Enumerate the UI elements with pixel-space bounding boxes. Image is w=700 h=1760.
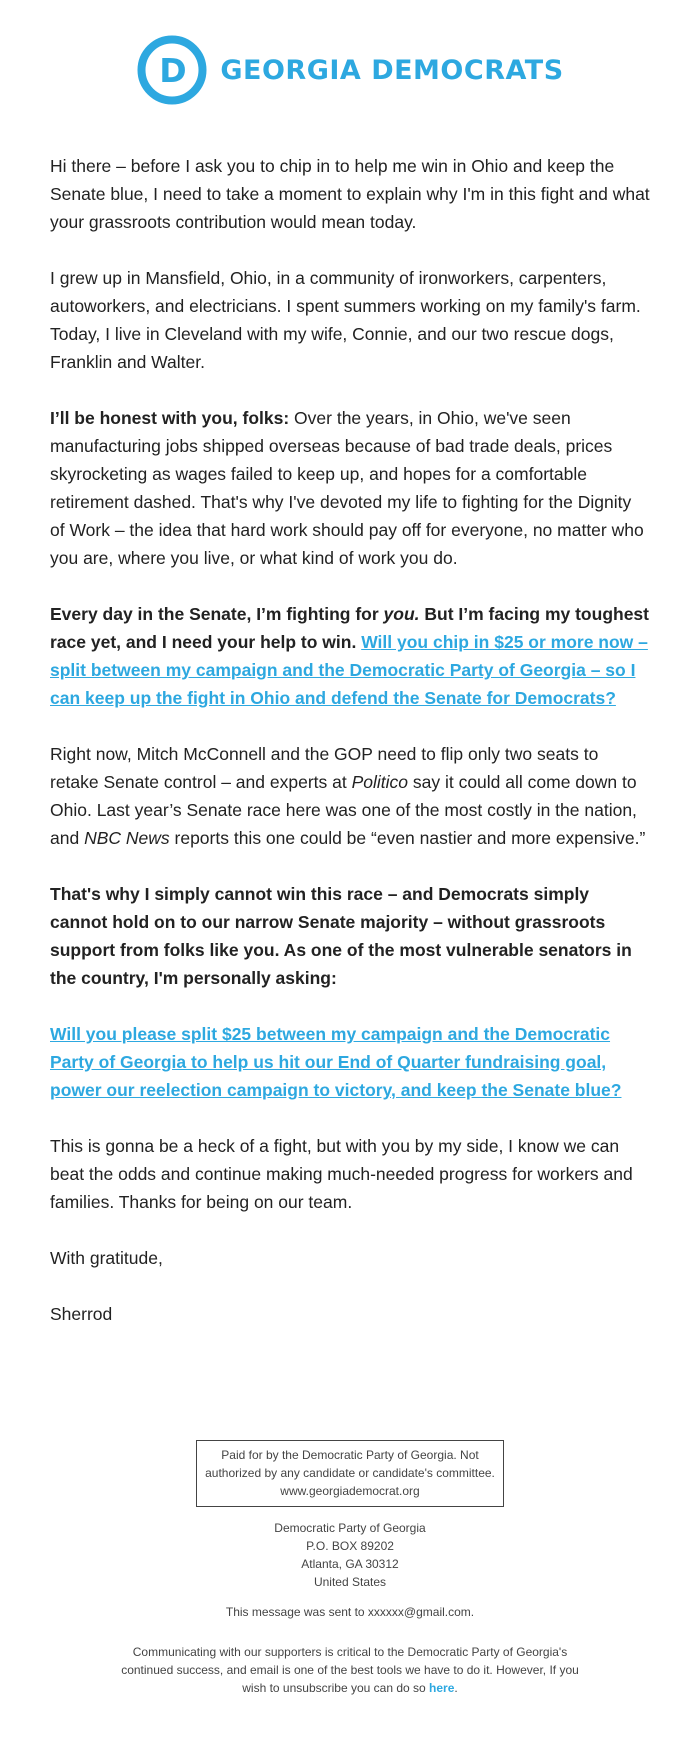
intro-paragraph: Hi there – before I ask you to chip in to help me win in Ohio and keep the Senate blue, I need to take a moment to explain why I'm in this fight and what your grassroots contribution would mean today. <box>50 156 650 232</box>
honest-lead: I’ll be honest with you, folks: <box>50 408 290 428</box>
recipient-email: xxxxxx@gmail.com <box>367 1605 471 1619</box>
mcconnell-text-2: say it could all come down to Ohio. Last year’s Senate race here was one of the most costly in the nation, and <box>50 772 637 848</box>
mailing-address <box>0 1519 700 1591</box>
signoff: With gratitude, <box>50 1248 163 1268</box>
email-footer <box>0 1440 700 1697</box>
unsubscribe-text: Communicating with our supporters is critical to the Democratic Party of Georgia's continued success, and email is one of the best tools we have to do it. However, If you wish to unsubscribe you can do so <box>121 1645 579 1695</box>
address-line: Democratic Party of Georgia <box>274 1521 426 1535</box>
unsubscribe-suffix: . <box>454 1681 458 1695</box>
sent-suffix: . <box>470 1605 475 1619</box>
address-line: Atlanta, GA 30312 <box>301 1557 399 1571</box>
address-line: United States <box>313 1575 387 1589</box>
signature: Sherrod <box>50 1304 113 1324</box>
fighting-paragraph <box>50 600 650 712</box>
paid-for-disclaimer <box>196 1440 504 1507</box>
mcconnell-text-3: reports this one could be “even nastier and more expensive.” <box>169 828 646 848</box>
email-header <box>0 0 700 140</box>
unsubscribe-notice <box>110 1643 590 1697</box>
closing-paragraph: This is gonna be a heck of a fight, but with you by my side, I know we can beat the odds and continue making much-needed progress for workers and families. Thanks for being on our team. <box>50 1136 633 1212</box>
ask-paragraph: That's why I simply cannot win this race – and Democrats simply cannot hold on to our narrow Senate majority – without grassroots support from folks like you. As one of the most vulnerable senators in the country, I'm personally asking: <box>50 884 632 988</box>
cta-paragraph <box>50 1020 650 1104</box>
source-nbc-news: NBC News <box>84 828 170 848</box>
honest-text: Over the years, in Ohio, we've seen manufacturing jobs shipped overseas because of bad trade deals, prices skyrocketing as wages failed to keep up, and hopes for a comfortable retirement dashed. That's why I've devoted my life to fighting for the Dignity of Work – the idea that hard work should pay off for everyone, no matter who you are, where you live, or what kind of work you do. <box>50 408 644 568</box>
sent-prefix: This message was sent to <box>225 1605 368 1619</box>
fighting-text-2: But I’m facing my toughest race yet, and I need your help to win. <box>50 604 649 652</box>
background-paragraph: I grew up in Mansfield, Ohio, in a community of ironworkers, carpenters, autoworkers, and electricians. I spent summers working on my family's farm. Today, I live in Cleveland with my wife, Connie, and our two rescue dogs, Franklin and Walter. <box>50 268 641 372</box>
fighting-emphasis: you. <box>383 604 420 624</box>
brand-logo[interactable] <box>136 34 563 106</box>
brand-name: GEORGIA DEMOCRATS <box>220 54 564 86</box>
disclaimer-text: Paid for by the Democratic Party of Georgia. Not authorized by any candidate or candidate's committee. <box>205 1448 495 1480</box>
email-body <box>0 140 700 1328</box>
website-link[interactable]: www.georgiademocrat.org <box>280 1484 420 1498</box>
honest-paragraph <box>50 404 650 572</box>
mcconnell-text-1: Right now, Mitch McConnell and the GOP need to flip only two seats to retake Senate control – and experts at <box>50 744 599 792</box>
split-donation-link[interactable]: Will you please split $25 between my campaign and the Democratic Party of Georgia to help us hit our End of Quarter fundraising goal, power our reelection campaign to victory, and keep the Senate blue? <box>50 1024 622 1100</box>
source-politico: Politico <box>351 772 408 792</box>
logo-letter: D <box>159 51 188 90</box>
address-line: P.O. BOX 89202 <box>306 1539 394 1553</box>
sent-to-notice <box>0 1603 700 1621</box>
mcconnell-paragraph <box>50 740 650 852</box>
democrat-d-logo-icon <box>136 34 208 106</box>
fighting-text-1: Every day in the Senate, I’m fighting for <box>50 604 384 624</box>
chip-in-link[interactable]: Will you chip in $25 or more now – split between my campaign and the Democratic Party of Georgia – so I can keep up the fight in Ohio and defend the Senate for Democrats? <box>50 632 648 708</box>
unsubscribe-link[interactable]: here <box>429 1681 455 1695</box>
